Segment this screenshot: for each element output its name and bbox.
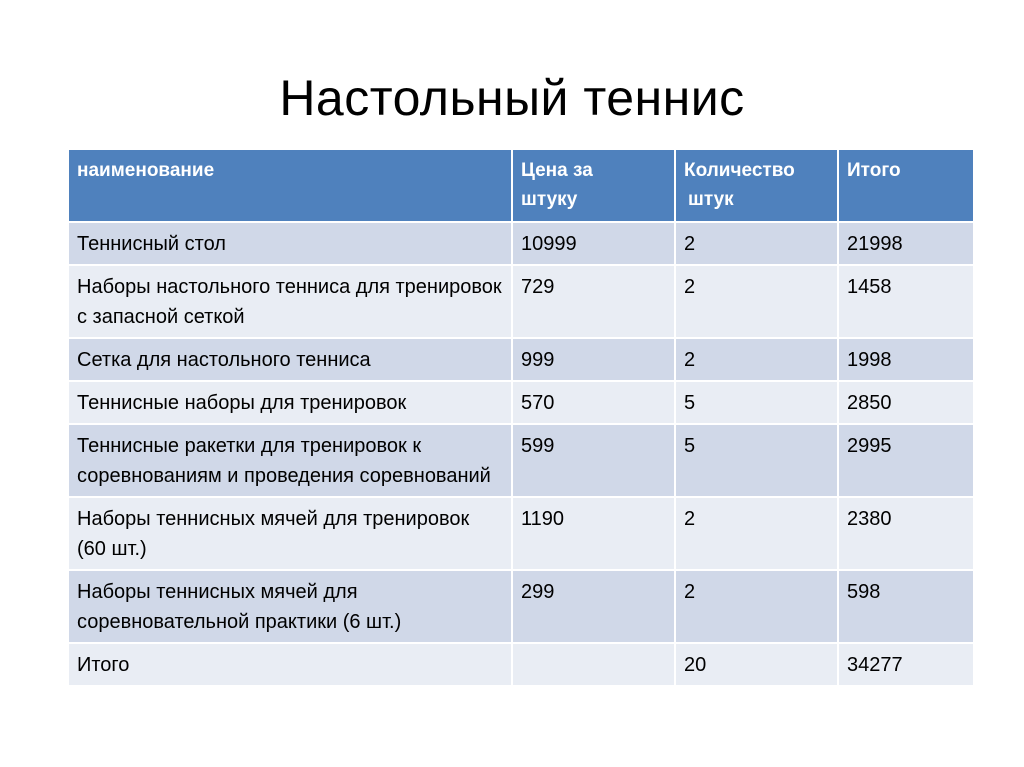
cell-price: 570 [512, 381, 675, 424]
cell-quantity: 5 [675, 424, 838, 497]
cell-total-label: Итого [68, 643, 512, 686]
cell-quantity: 2 [675, 570, 838, 643]
cell-name: Теннисный стол [68, 222, 512, 265]
cell-quantity: 2 [675, 222, 838, 265]
cell-price: 10999 [512, 222, 675, 265]
cell-grand-total: 34277 [838, 643, 974, 686]
slide-title: Настольный теннис [279, 70, 745, 126]
header-name-line: наименование [77, 160, 215, 181]
cell-total-quantity: 20 [675, 643, 838, 686]
cell-quantity: 2 [675, 497, 838, 570]
header-price-line-2: штуку [521, 189, 578, 210]
table-row [68, 424, 974, 497]
cell-name: Теннисные наборы для тренировок [68, 381, 512, 424]
header-price [512, 149, 675, 222]
header-quantity [675, 149, 838, 222]
cell-name: Наборы теннисных мячей для тренировок (60 шт.) [68, 497, 512, 570]
cell-total: 598 [838, 570, 974, 643]
cell-price: 729 [512, 265, 675, 338]
table-row [68, 497, 974, 570]
table-header-row [68, 149, 974, 222]
cell-total: 2380 [838, 497, 974, 570]
price-table [67, 148, 975, 687]
cell-total: 1458 [838, 265, 974, 338]
header-name [68, 149, 512, 222]
table-row [68, 381, 974, 424]
cell-price: 599 [512, 424, 675, 497]
header-total [838, 149, 974, 222]
cell-price: 1190 [512, 497, 675, 570]
cell-quantity: 2 [675, 265, 838, 338]
cell-quantity: 5 [675, 381, 838, 424]
cell-total: 1998 [838, 338, 974, 381]
header-total-line: Итого [847, 160, 901, 181]
cell-name: Наборы настольного тенниса для тренировок с запасной сеткой [68, 265, 512, 338]
table-row [68, 570, 974, 643]
cell-name: Наборы теннисных мячей для соревновательной практики (6 шт.) [68, 570, 512, 643]
table-row [68, 265, 974, 338]
cell-price: 299 [512, 570, 675, 643]
table-row [68, 338, 974, 381]
cell-name: Теннисные ракетки для тренировок к соревнованиям и проведения соревнований [68, 424, 512, 497]
header-quantity-line-1: Количество [684, 160, 795, 181]
cell-total: 2850 [838, 381, 974, 424]
header-quantity-line-2: штук [688, 189, 734, 210]
cell-total: 21998 [838, 222, 974, 265]
cell-price: 999 [512, 338, 675, 381]
cell-total-price-empty [512, 643, 675, 686]
header-price-line-1: Цена за [521, 160, 593, 181]
cell-total: 2995 [838, 424, 974, 497]
table-total-row [68, 643, 974, 686]
cell-name: Сетка для настольного тенниса [68, 338, 512, 381]
table-row [68, 222, 974, 265]
cell-quantity: 2 [675, 338, 838, 381]
